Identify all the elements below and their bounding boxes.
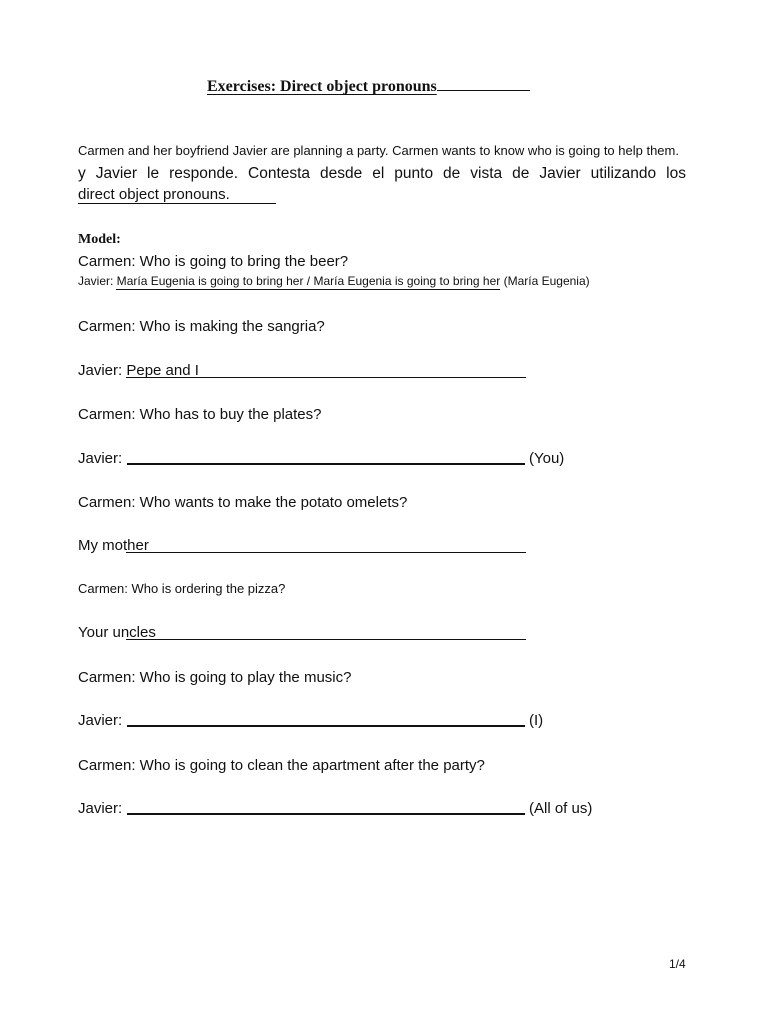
answer-blank-line[interactable] [127,725,525,727]
exercise-answer-prefix: Javier: [78,800,123,817]
answer-blank-line[interactable] [126,377,526,378]
answer-blank-line[interactable] [126,552,526,553]
model-answer-prefix: Javier: M [78,274,127,288]
intro-word: vista [470,165,503,182]
page-number: 1/4 [669,957,686,971]
intro-word: y [78,165,86,182]
answer-hint: (I) [529,712,544,729]
intro-word: los [666,165,686,182]
title-text: Exercises: Direct object pronouns [207,78,437,95]
exercise-answer-prefix: Javier: [78,712,123,729]
model-answer-line [116,289,500,290]
intro-word: punto [394,165,434,182]
model-answer [78,274,590,288]
exercise-question: Carmen: Who is making the sangria? [78,318,325,335]
answer-prefix: Your un [78,624,130,641]
exercise-question: Carmen: Who is ordering the pizza? [78,581,286,596]
intro-word: responde. [169,165,239,182]
answer-blank-line[interactable] [127,463,525,465]
intro-word: Javier [539,165,581,182]
intro-word: Contesta [248,165,311,182]
answer-blank-line[interactable] [126,639,526,640]
model-question: Carmen: Who is going to bring the beer? [78,253,349,270]
title-underline [437,78,530,91]
answer-blank-line[interactable] [127,813,525,815]
intro-line-3-text: direct object pronouns. [78,186,276,204]
exercise-question: Carmen: Who is going to play the music? [78,669,352,686]
model-answer-underlined: aría Eugenia is going to bring her / María Eugenia is going to bring h [126,274,490,288]
intro-word: Javier [95,165,138,182]
exercise-question: Carmen: Who wants to make the potato omelets? [78,494,408,511]
answer-prefix: My mot [78,537,128,554]
intro-line-3 [78,186,276,203]
exercise-answer-prefix: Javier: [78,450,123,467]
intro-word: de [443,165,461,182]
answer-text[interactable]: her [127,537,149,554]
intro-word: desde [320,165,363,182]
intro-line-1: Carmen and her boyfriend Javier are planning a party. Carmen wants to know who is going to help them. [78,143,679,158]
answer-hint: (You) [529,450,565,467]
exercise-question: Carmen: Who is going to clean the apartment after the party? [78,757,485,774]
intro-word: utilizando [590,165,657,182]
answer-text[interactable]: Pepe and I [126,362,199,379]
worksheet-title [207,78,530,96]
answer-text[interactable]: cles [129,624,156,641]
intro-line-2 [78,165,686,183]
model-label: Model: [78,232,121,247]
answer-prefix: Javier: [78,362,127,379]
intro-word: le [147,165,160,182]
answer-hint: (All of us) [529,800,593,817]
intro-word: de [512,165,530,182]
exercise-question: Carmen: Who has to buy the plates? [78,406,322,423]
model-answer-suffix: er (María Eugenia) [489,274,590,288]
intro-word: el [372,165,385,182]
